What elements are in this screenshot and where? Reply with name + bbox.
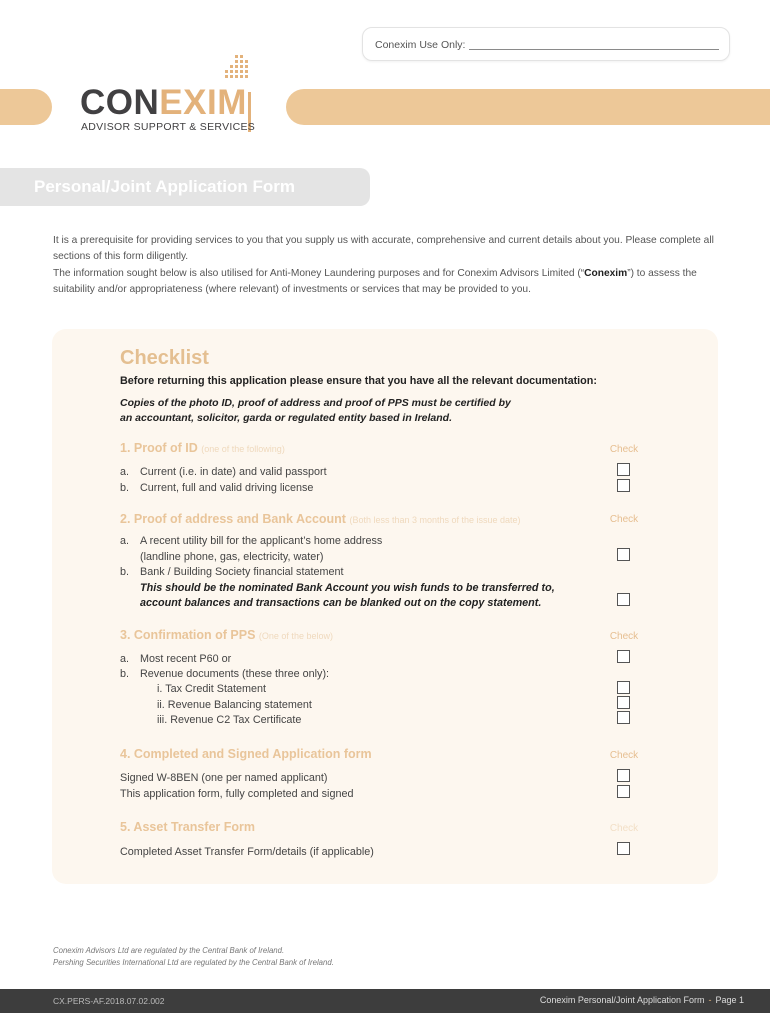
intro-paragraph-1: It is a prerequisite for providing services to you that you supply us with accurate, comprehensive and current details about you. Please complete all sections of this form diligently. — [53, 235, 714, 262]
section-4-heading: 4. Completed and Signed Application form — [120, 747, 372, 761]
footer-page-info: Conexim Personal/Joint Application Form - Page 1 — [539, 995, 744, 1005]
section-3-item-ii: ii. Revenue Balancing statement — [157, 699, 312, 711]
section-1-item-b: b. Current, full and valid driving license — [120, 482, 314, 494]
section-1-item-a: a. Current (i.e. in date) and valid passport — [120, 466, 327, 478]
checkbox-w8ben[interactable] — [617, 769, 630, 782]
checkbox-revenue-balancing[interactable] — [617, 696, 630, 709]
section-4-check-label: Check — [609, 750, 639, 761]
section-3-item-b: b. Revenue documents (these three only): — [120, 668, 330, 680]
checkbox-utility-bill[interactable] — [617, 548, 630, 561]
section-5-check-label: Check — [609, 823, 639, 834]
section-3-item-a: a. Most recent P60 or — [120, 653, 232, 665]
checkbox-driving-license[interactable] — [617, 479, 630, 492]
checklist-subtitle: Before returning this application please ensure that you have all the relevant documentation: — [120, 375, 597, 387]
logo-subtitle: ADVISOR SUPPORT & SERVICES — [81, 121, 256, 133]
office-use-box — [362, 27, 730, 61]
section-4-item-application: This application form, fully completed and signed — [120, 788, 354, 800]
checkbox-bank-statement[interactable] — [617, 593, 630, 606]
page-title: Personal/Joint Application Form — [34, 177, 296, 196]
section-1-heading: 1. Proof of ID (one of the following) — [120, 441, 285, 455]
checkbox-c2-certificate[interactable] — [617, 711, 630, 724]
office-use-label: Conexim Use Only: — [375, 39, 466, 51]
section-5-heading: 5. Asset Transfer Form — [120, 820, 256, 834]
section-2-check-label: Check — [609, 514, 639, 525]
checkbox-p60[interactable] — [617, 650, 630, 663]
checkbox-passport[interactable] — [617, 463, 630, 476]
section-3-heading: 3. Confirmation of PPS (One of the below) — [120, 628, 333, 642]
title-banner — [0, 168, 370, 206]
certification-note: Copies of the photo ID, proof of address and proof of PPS must be certified by an accountant, solicitor, garda or regulated entity based in Ireland. — [120, 397, 511, 424]
section-2-item-a: a. A recent utility bill for the applicant’s home address (landline phone, gas, electricity, water) — [120, 535, 383, 563]
logo-wordmark: CONEXIM — [80, 83, 247, 122]
section-2-heading: 2. Proof of address and Bank Account (Both less than 3 months of the issue date) — [120, 512, 521, 526]
intro-text — [53, 233, 723, 297]
section-3-check-label: Check — [609, 631, 639, 642]
header-band-left — [0, 89, 52, 125]
document-code: CX.PERS-AF.2018.07.02.002 — [53, 996, 165, 1006]
intro-paragraph-2: The information sought below is also utilised for Anti-Money Laundering purposes and for Conexim Advisors Limited (“Conexim”) to assess the suitability and/or appropriateness (where relevant) of investments or services that may be provided to you. — [53, 268, 697, 295]
checklist-title: Checklist — [120, 347, 209, 369]
section-2-item-b: b. Bank / Building Society financial statement This should be the nominated Bank Account you wish funds to be transferred to, account balances and transactions can be blanked out on the copy statement. — [120, 566, 555, 609]
section-3-item-i: i. Tax Credit Statement — [157, 683, 267, 695]
office-use-field[interactable] — [469, 49, 719, 50]
header-band-right — [286, 89, 770, 125]
regulation-note: Conexim Advisors Ltd are regulated by the Central Bank of Ireland. Pershing Securities International Ltd are regulated by the Central Bank of Ireland. — [53, 946, 334, 967]
section-4-item-w8ben: Signed W-8BEN (one per named applicant) — [120, 772, 328, 784]
section-3-item-iii: iii. Revenue C2 Tax Certificate — [157, 714, 302, 726]
section-1-check-label: Check — [609, 444, 639, 455]
checkbox-application-form[interactable] — [617, 785, 630, 798]
checkbox-asset-transfer[interactable] — [617, 842, 630, 855]
page-footer — [0, 989, 770, 1013]
checkbox-tax-credit-statement[interactable] — [617, 681, 630, 694]
section-5-item: Completed Asset Transfer Form/details (if applicable) — [120, 846, 374, 858]
